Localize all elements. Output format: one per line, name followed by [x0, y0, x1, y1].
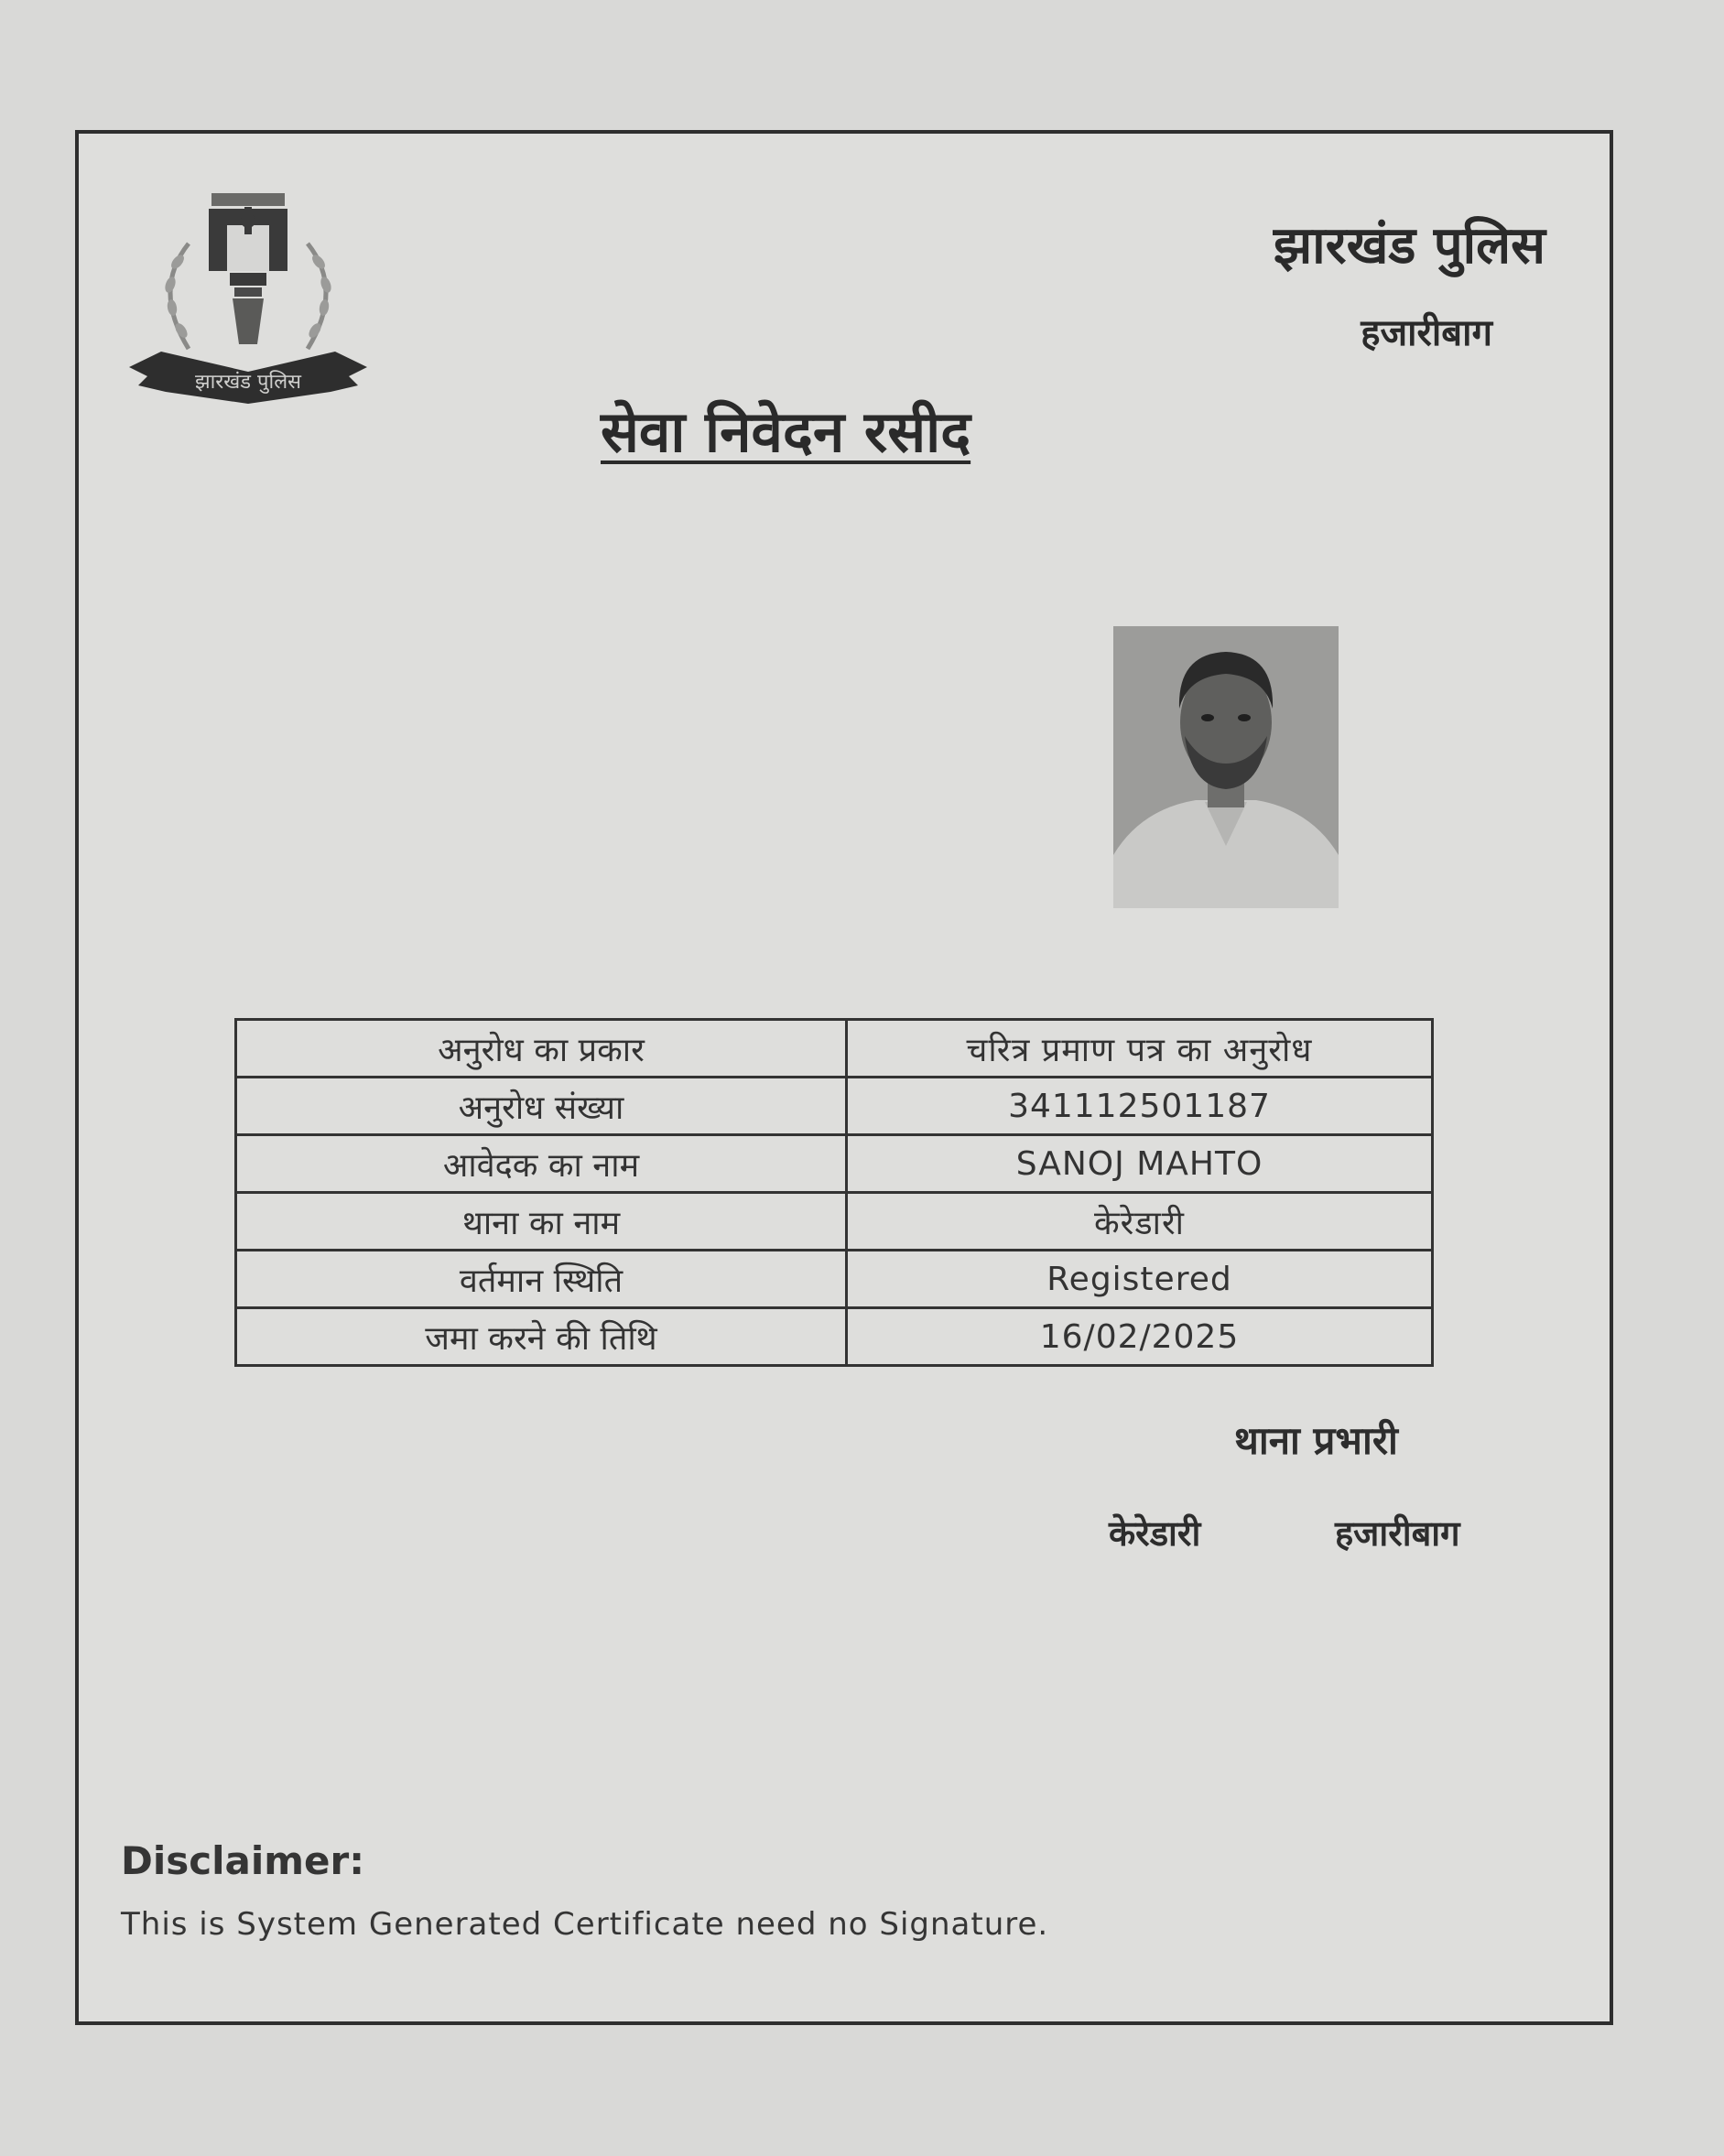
detail-label: जमा करने की तिथि [236, 1308, 847, 1366]
table-row [236, 1193, 1433, 1251]
org-city: हजारीबाग [1361, 312, 1492, 354]
applicant-photo [1113, 626, 1339, 908]
detail-value: Registered [847, 1251, 1433, 1308]
table-row [236, 1251, 1433, 1308]
detail-value: 341112501187 [847, 1078, 1433, 1135]
document-title: सेवा निवेदन रसीद [601, 398, 971, 465]
officer-station: केरेडारी [1109, 1513, 1201, 1554]
officer-district: हजारीबाग [1335, 1513, 1460, 1554]
detail-label: थाना का नाम [236, 1193, 847, 1251]
detail-label: अनुरोध संख्या [236, 1078, 847, 1135]
receipt-sheet [75, 130, 1613, 2025]
org-name: झारखंड पुलिस [1273, 216, 1545, 276]
emblem-ribbon-text: झारखंड पुलिस [194, 371, 302, 394]
disclaimer-title: Disclaimer: [121, 1838, 365, 1883]
detail-label: अनुरोध का प्रकार [236, 1020, 847, 1078]
detail-value: चरित्र प्रमाण पत्र का अनुरोध [847, 1020, 1433, 1078]
request-details-table [234, 1018, 1434, 1367]
detail-label: वर्तमान स्थिति [236, 1251, 847, 1308]
table-row [236, 1135, 1433, 1193]
disclaimer-text: This is System Generated Certificate need no Signature. [121, 1906, 1049, 1943]
jharkhand-police-emblem-icon [125, 189, 372, 413]
detail-value: केरेडारी [847, 1193, 1433, 1251]
table-row [236, 1308, 1433, 1366]
table-row [236, 1020, 1433, 1078]
detail-value: 16/02/2025 [847, 1308, 1433, 1366]
table-row [236, 1078, 1433, 1135]
detail-label: आवेदक का नाम [236, 1135, 847, 1193]
detail-value: SANOJ MAHTO [847, 1135, 1433, 1193]
officer-designation: थाना प्रभारी [1234, 1418, 1398, 1463]
